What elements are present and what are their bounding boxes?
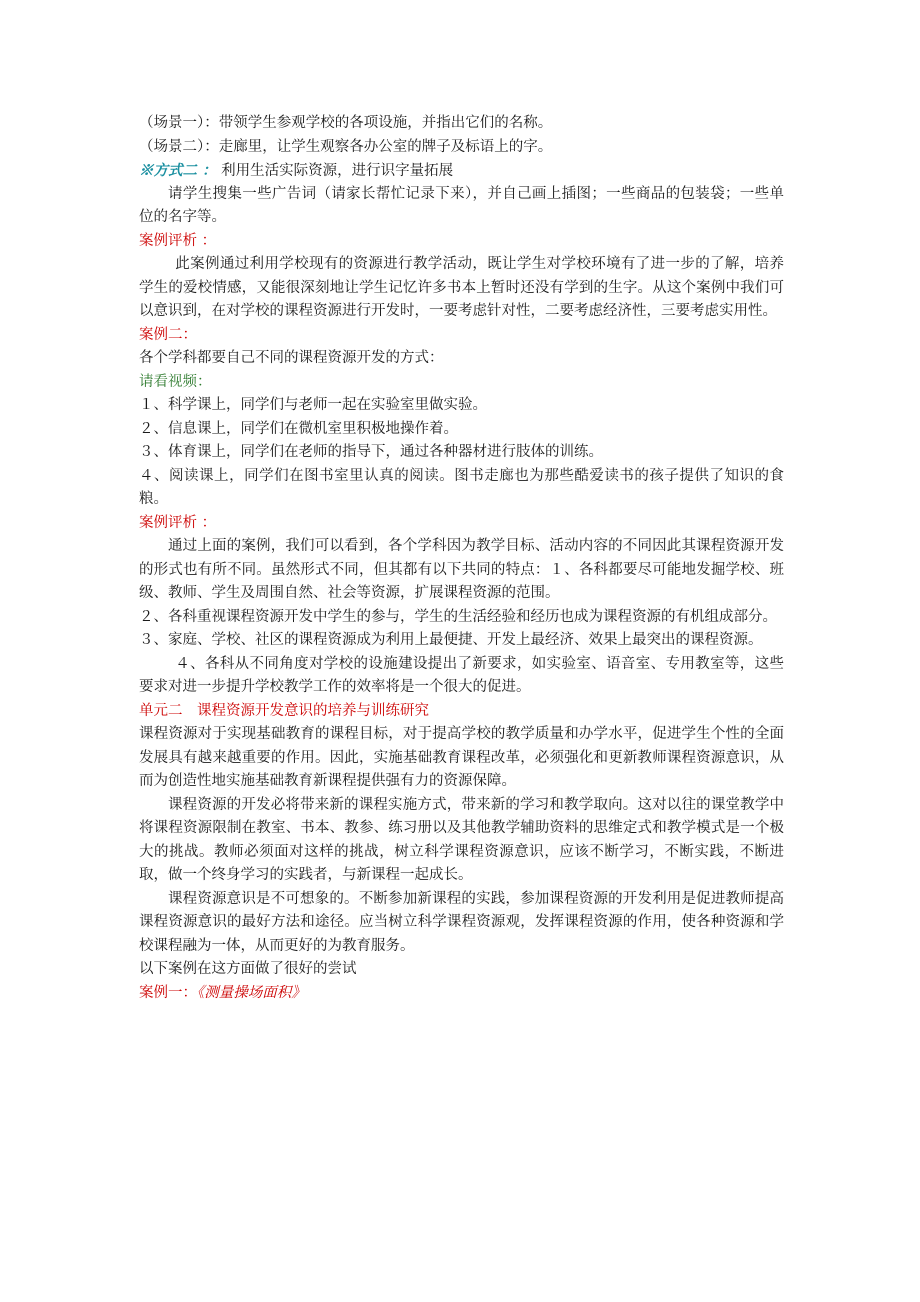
review-point-3: ３、家庭、学校、社区的课程资源成为利用上最便捷、开发上最经济、效果上最突出的课程资源。 — [139, 632, 763, 648]
unit-two-paragraph-4: 以下案例在这方面做了很好的尝试 — [139, 961, 357, 977]
unit-two-paragraph-2: 课程资源的开发必将带来新的课程实施方式，带来新的学习和教学取向。这对以往的课堂教学中将课程资源限制在教室、书本、教参、练习册以及其他教学辅助资料的思维定式和教学模式是一个极大的挑战。教师必须面对这样的挑战，树立科学课程资源意识，应该不断学习，不断实践，不断进取，做一个终身学习的实践者，与新课程一起成长。 — [139, 796, 784, 883]
review-text-2: 通过上面的案例，我们可以看到，各个学科因为教学目标、活动内容的不同因此其课程资源开发的形式也有所不同。虽然形式不同，但其都有以下共同的特点：１、各科都要尽可能地发掘学校、班级、教师、学生及周围自然、社会等资源，扩展课程资源的范围。 — [139, 538, 784, 601]
case-two-intro: 各个学科都要自己不同的课程资源开发的方式： — [139, 350, 444, 366]
case-one-label: 案例一： — [139, 984, 197, 1001]
unit-two-heading: 单元二 课程资源开发意识的培养与训练研究 — [139, 702, 429, 719]
review-text-1: 此案例通过利用学校现有的资源进行教学活动，既让学生对学校环境有了进一步的了解，培养学生的爱校情感，又能很深刻地让学生记忆许多书本上暂时还没有学到的生字。从这个案例中我们可以意识到，在对学校的课程资源进行开发时，一要考虑针对性，二要考虑经济性，三要考虑实用性。 — [139, 256, 784, 319]
scene-two: （场景二）：走廊里，让学生观察各办公室的牌子及标语上的字。 — [139, 138, 553, 155]
unit-two-paragraph-3: 课程资源意识是不可想象的。不断参加新课程的实践，参加课程资源的开发利用是促进教师提高课程资源意识的最好方法和途径。应当树立科学课程资源观，发挥课程资源的作用，使各种资源和学校课程融为一体，从而更好的为教育服务。 — [139, 890, 784, 954]
video-item-3: ３、体育课上，同学们在老师的指导下，通过各种器材进行肢体的训练。 — [139, 444, 603, 460]
method-two-line — [139, 159, 784, 183]
video-item-4: ４、阅读课上，同学们在图书室里认真的阅读。图书走廊也为那些酷爱读书的孩子提供了知识的食粮。 — [139, 467, 784, 507]
review-point-4: ４、各科从不同角度对学校的设施建设提出了新要求，如实验室、语音室、专用教室等，这些要求对进一步提升学校教学工作的效率将是一个很大的促进。 — [139, 655, 784, 695]
unit-two-paragraph-1: 课程资源对于实现基础教育的课程目标，对于提高学校的教学质量和办学水平，促进学生个性的全面发展具有越来越重要的作用。因此，实施基础教育课程改革，必须强化和更新教师课程资源意识，从而为创造性地实施基础教育新课程提供强有力的资源保障。 — [139, 726, 784, 789]
method-two-desc: 请学生搜集一些广告词（请家长帮忙记录下来），并自己画上插图；一些商品的包装袋；一些单位的名字等。 — [139, 185, 784, 225]
video-item-2: ２、信息课上，同学们在微机室里积极地操作着。 — [139, 420, 458, 437]
review-point-2: ２、各科重视课程资源开发中学生的参与，学生的生活经验和经历也成为课程资源的有机组成部分。 — [139, 608, 777, 625]
review-label-1: 案例评析 ： — [139, 232, 217, 249]
method-two-text: 利用生活实际资源，进行识字量拓展 — [221, 163, 454, 179]
review-label-2: 案例评析 ： — [139, 514, 217, 531]
method-two-label: ※方式二 ： — [139, 162, 217, 179]
document-page — [139, 112, 784, 1005]
scene-one: （场景一）：带领学生参观学校的各项设施，并指出它们的名称。 — [139, 115, 553, 131]
case-one-line — [139, 982, 784, 1006]
video-label: 请看视频： — [139, 373, 212, 390]
case-one-title: 《测量操场面积》 — [197, 984, 306, 1001]
case-two-label: 案例二： — [139, 326, 197, 343]
video-item-1: １、科学课上，同学们与老师一起在实验室里做实验。 — [139, 397, 487, 413]
